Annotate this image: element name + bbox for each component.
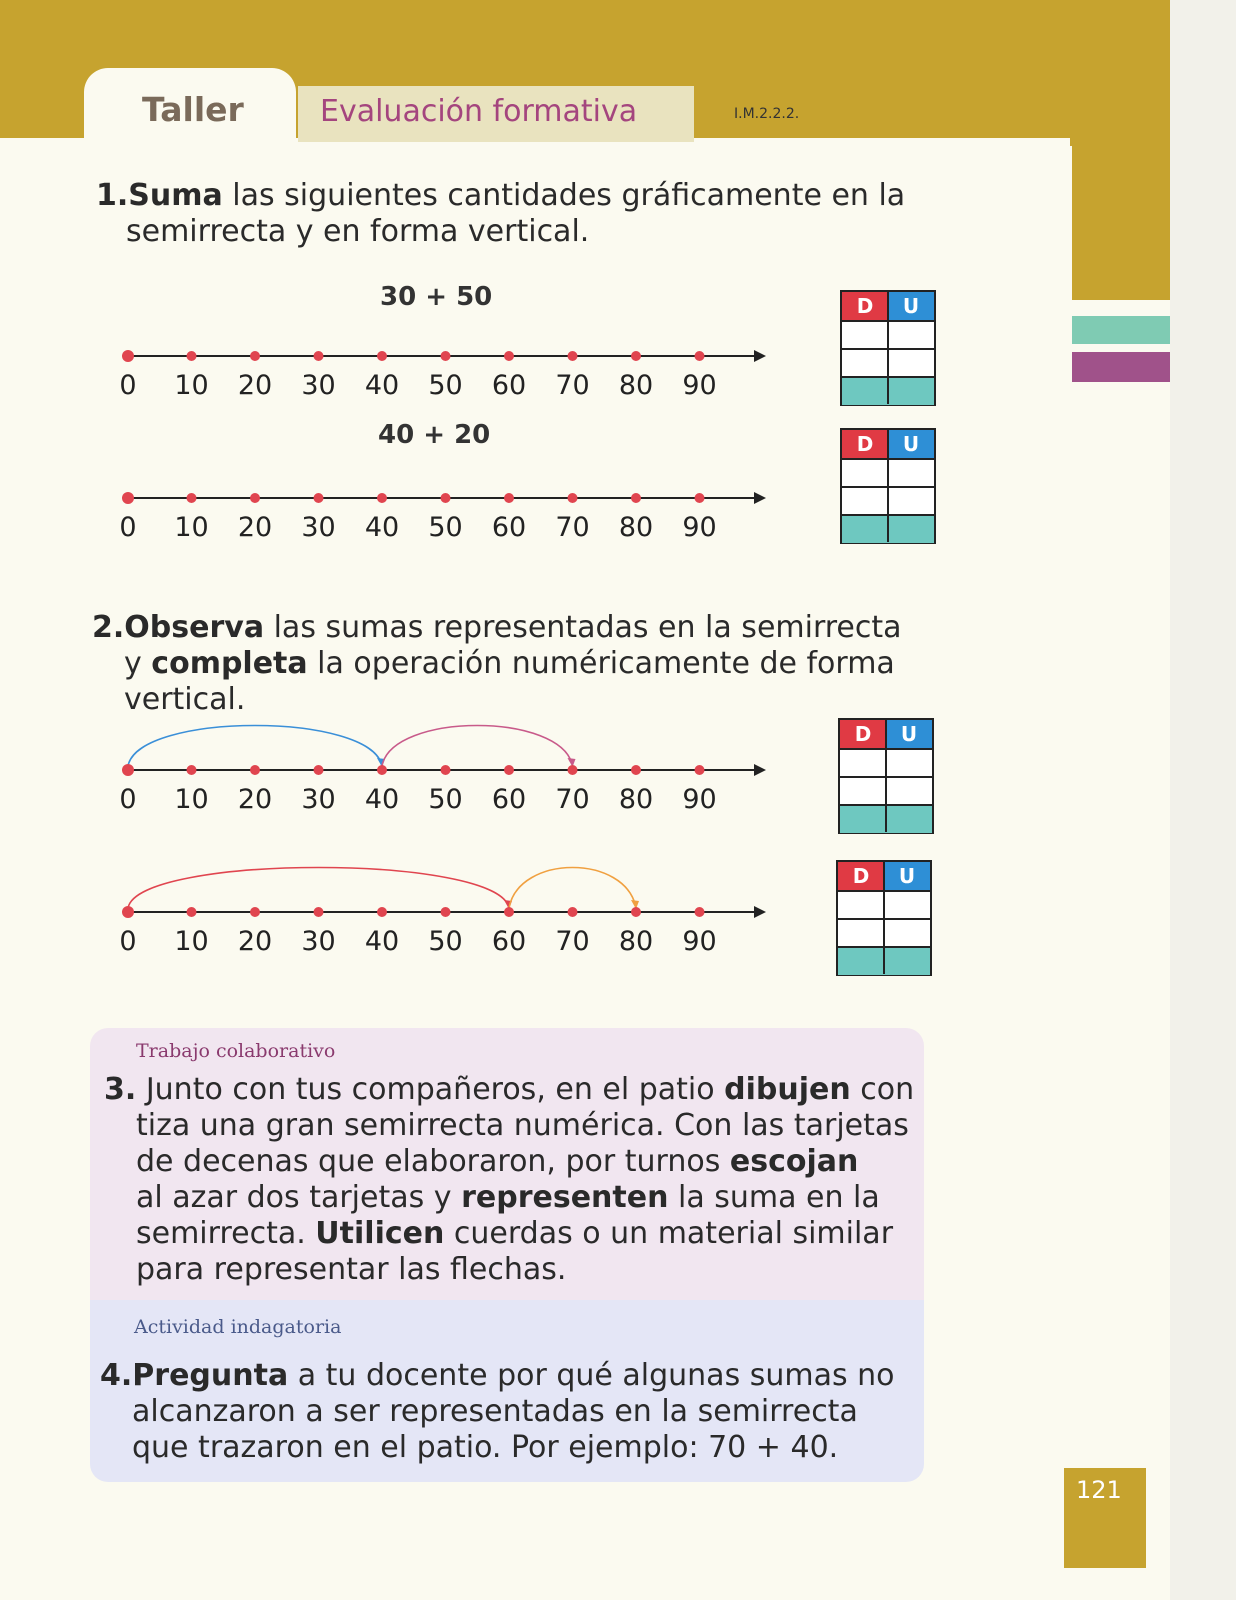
q3-line-4a: al azar dos tarjetas y [136, 1180, 462, 1215]
tick-label: 20 [237, 370, 273, 401]
q1-verb: Suma [128, 178, 223, 213]
tick-label: 60 [491, 512, 527, 543]
tick-dot [314, 765, 324, 775]
q2-text-2a: y [124, 646, 152, 681]
number-line-4 [118, 848, 788, 958]
tick-dot [314, 907, 324, 917]
tick-label: 90 [682, 512, 717, 543]
tick-dot [314, 351, 324, 361]
tick-label: 70 [555, 926, 590, 957]
du-header-d: D [842, 430, 888, 458]
tick-label: 70 [555, 512, 590, 543]
tick-dot [187, 765, 197, 775]
question-2 [92, 610, 952, 718]
operation-1: 30 + 50 [380, 282, 493, 312]
tick-dot [695, 493, 705, 503]
q1-text-a: las siguientes cantidades gráficamente en la [222, 178, 906, 213]
jump-arc [382, 726, 573, 767]
tick-dot [504, 907, 514, 917]
q3-verb-dibujen: dibujen [724, 1072, 851, 1107]
tick-label: 10 [174, 370, 209, 401]
tick-label: 30 [301, 370, 336, 401]
tab-evaluacion-label: Evaluación formativa [320, 94, 638, 129]
tick-dot [187, 493, 197, 503]
axis-arrowhead [754, 906, 766, 918]
tick-label: 30 [301, 926, 336, 957]
q3-line-6: para representar las flechas. [136, 1252, 567, 1287]
du-divider [885, 720, 887, 832]
tab-evaluacion [298, 86, 694, 142]
curriculum-code: I.M.2.2.2. [734, 106, 800, 122]
tick-dot [441, 765, 451, 775]
tick-dot [377, 907, 387, 917]
page-number: 121 [1076, 1476, 1122, 1504]
q4-line-1: a tu docente por qué algunas sumas no [288, 1358, 895, 1393]
q3-verb-utilicen: Utilicen [315, 1216, 445, 1251]
tick-dot [122, 764, 134, 776]
tab-taller [84, 68, 296, 148]
tick-dot [568, 765, 578, 775]
du-table-4 [836, 860, 932, 976]
q4-line-3: que trazaron en el patio. Por ejemplo: 70 + 40. [132, 1430, 839, 1465]
du-header-d: D [838, 862, 884, 890]
tick-label: 60 [491, 784, 527, 815]
tick-label: 90 [682, 926, 717, 957]
tick-dot [631, 351, 641, 361]
tick-label: 40 [364, 512, 400, 543]
du-header-u: U [884, 862, 930, 890]
tick-dot [377, 493, 387, 503]
tick-dot [187, 907, 197, 917]
question-3 [104, 1072, 924, 1288]
tick-label: 30 [301, 512, 336, 543]
q3-verb-escojan: escojan [729, 1144, 859, 1179]
page-number-tab [1064, 1468, 1146, 1568]
tick-dot [441, 493, 451, 503]
side-band [1070, 0, 1170, 300]
q2-text-3: vertical. [124, 682, 246, 717]
tick-label: 10 [174, 926, 209, 957]
tick-dot [250, 907, 260, 917]
q3-line-3a: de decenas que elaboraron, por turnos [136, 1144, 730, 1179]
q3-line-1c: con [850, 1072, 915, 1107]
jump-arc [509, 868, 636, 909]
tick-label: 80 [618, 512, 654, 543]
tick-label: 70 [555, 784, 590, 815]
q4-verb: Pregunta [132, 1358, 289, 1393]
inquiry-label: Actividad indagatoria [134, 1316, 342, 1338]
du-header-d: D [842, 292, 888, 320]
magenta-strip [1072, 352, 1170, 382]
du-divider [883, 862, 885, 974]
tick-label: 20 [237, 784, 273, 815]
axis-arrowhead [754, 764, 766, 776]
q4-number: 4. [100, 1358, 133, 1393]
tick-dot [250, 493, 260, 503]
tick-label: 0 [119, 370, 137, 401]
tick-dot [695, 351, 705, 361]
q3-verb-representen: representen [461, 1180, 669, 1215]
tick-label: 50 [428, 926, 463, 957]
tick-dot [187, 351, 197, 361]
axis-arrowhead [754, 492, 766, 504]
tick-dot [504, 351, 514, 361]
tick-label: 80 [618, 926, 654, 957]
page-edge [1170, 0, 1236, 1600]
tick-label: 60 [491, 926, 527, 957]
question-4 [100, 1358, 920, 1466]
question-1 [96, 178, 946, 250]
tick-label: 40 [364, 926, 400, 957]
tick-label: 60 [491, 370, 527, 401]
tick-dot [568, 907, 578, 917]
q2-text-1: las sumas representadas en la semirrecta [264, 610, 902, 645]
tick-dot [250, 765, 260, 775]
du-header-d: D [840, 720, 886, 748]
tick-label: 70 [555, 370, 590, 401]
tick-dot [441, 351, 451, 361]
du-divider [887, 430, 889, 542]
q3-number: 3. [104, 1072, 137, 1107]
q2-verb-1: Observa [124, 610, 265, 645]
tick-dot [441, 907, 451, 917]
tick-dot [314, 493, 324, 503]
du-header-u: U [886, 720, 932, 748]
q1-number: 1. [96, 178, 129, 213]
tick-dot [504, 493, 514, 503]
tick-dot [122, 350, 134, 362]
tick-dot [250, 351, 260, 361]
q3-line-5a: semirrecta. [136, 1216, 316, 1251]
number-line-3 [118, 706, 788, 816]
number-line-1 [118, 340, 788, 420]
du-header-u: U [888, 292, 934, 320]
tick-dot [631, 907, 641, 917]
teal-strip [1072, 316, 1170, 344]
du-divider [887, 292, 889, 404]
tick-label: 90 [682, 370, 717, 401]
tick-dot [695, 907, 705, 917]
q3-line-5c: cuerdas o un material similar [444, 1216, 894, 1251]
tick-dot [122, 906, 134, 918]
tick-label: 10 [174, 784, 209, 815]
tick-dot [695, 765, 705, 775]
tab-taller-label: Taller [142, 90, 244, 129]
du-header-u: U [888, 430, 934, 458]
tick-label: 50 [428, 512, 463, 543]
axis-arrowhead [754, 350, 766, 362]
tick-dot [377, 765, 387, 775]
tick-dot [377, 351, 387, 361]
q4-line-2: alcanzaron a ser representadas en la semirrecta [132, 1394, 858, 1429]
tick-dot [122, 492, 134, 504]
tick-label: 30 [301, 784, 336, 815]
q2-number: 2. [92, 610, 125, 645]
tick-label: 0 [119, 926, 137, 957]
du-table-1 [840, 290, 936, 406]
tick-label: 0 [119, 512, 137, 543]
q2-text-2b: la operación numéricamente de forma [307, 646, 895, 681]
tick-label: 40 [364, 370, 400, 401]
q1-text-b: semirrecta y en forma vertical. [126, 214, 590, 249]
q3-line-1a: Junto con tus compañeros, en el patio [136, 1072, 725, 1107]
tick-label: 40 [364, 784, 400, 815]
tick-label: 0 [119, 784, 137, 815]
tick-label: 80 [618, 370, 654, 401]
number-line-2 [118, 482, 788, 562]
du-table-2 [840, 428, 936, 544]
tick-dot [568, 493, 578, 503]
du-table-3 [838, 718, 934, 834]
q2-verb-2: completa [151, 646, 308, 681]
tick-label: 90 [682, 784, 717, 815]
tick-dot [631, 765, 641, 775]
tick-dot [568, 351, 578, 361]
tick-label: 80 [618, 784, 654, 815]
operation-2: 40 + 20 [378, 420, 491, 450]
jump-arc [128, 868, 509, 909]
q3-line-2: tiza una gran semirrecta numérica. Con las tarjetas [136, 1108, 909, 1143]
tick-label: 20 [237, 512, 273, 543]
tick-label: 50 [428, 370, 463, 401]
tick-dot [631, 493, 641, 503]
jump-arc [128, 726, 382, 767]
tick-label: 20 [237, 926, 273, 957]
tick-label: 10 [174, 512, 209, 543]
collaborative-label: Trabajo colaborativo [136, 1040, 336, 1062]
q3-line-4c: la suma en la [668, 1180, 880, 1215]
tick-dot [504, 765, 514, 775]
tick-label: 50 [428, 784, 463, 815]
